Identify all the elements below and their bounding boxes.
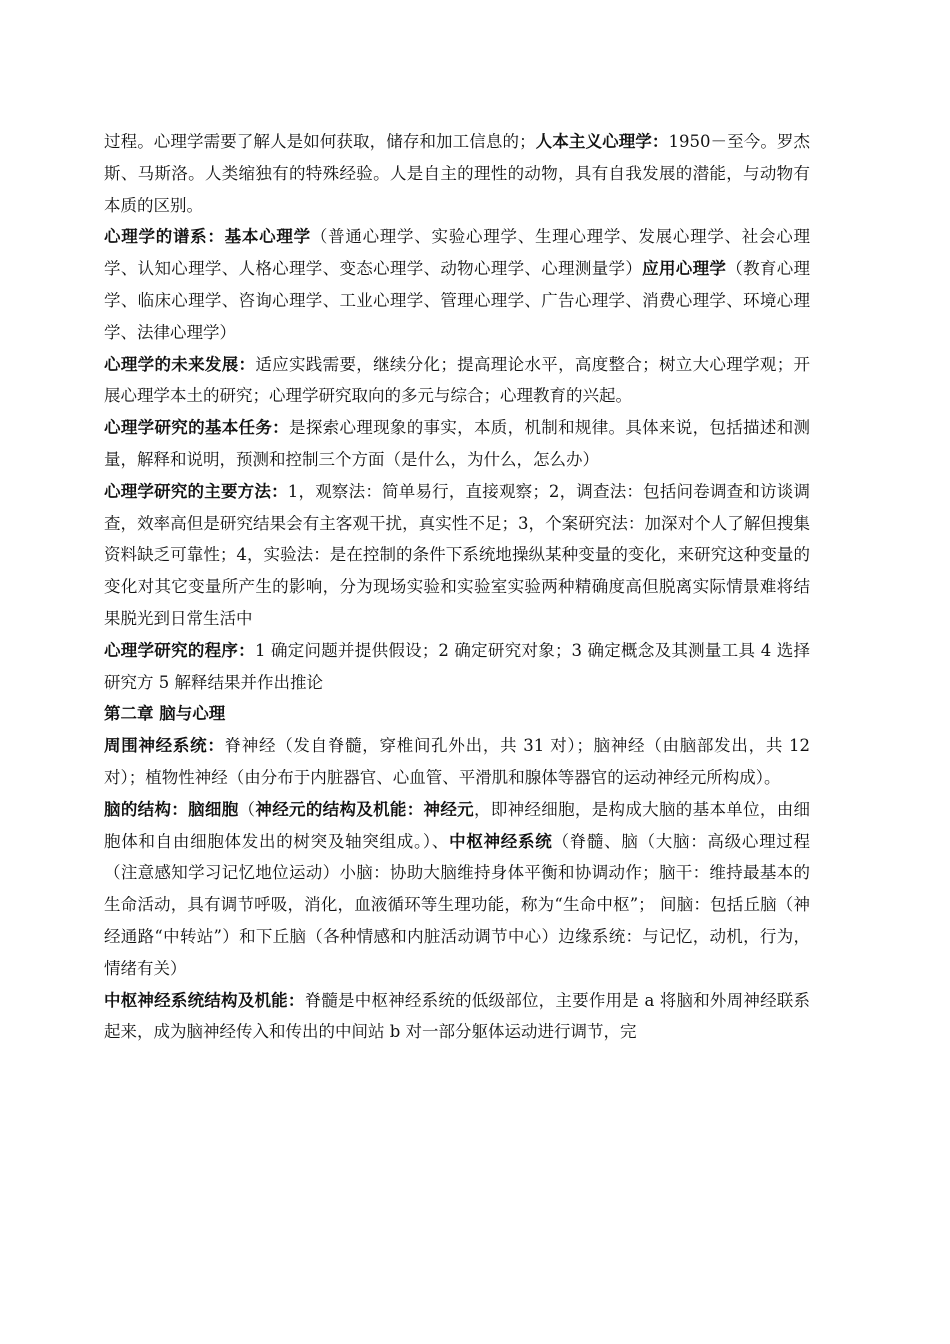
term-humanistic-psychology: 人本主义心理学： <box>535 132 669 151</box>
paragraph-brain-structure: 脑的结构：脑细胞（神经元的结构及机能：神经元，即神经细胞，是构成大脑的基本单位，由细胞体和自由细胞体发出的树突及轴突组成。）、中枢神经系统（脊髓、脑（大脑：高级心理过程（注意感知学习记忆地位运动）小脑：协助大脑维持身体平衡和协调动作；脑干：维持最基本的生命活动，具有调节呼吸，消化，血液循环等生理功能，称为“生命中枢”； 间脑：包括丘脑（神经通路“中转站”）和下丘脑（各种情感和内脏活动调节中心）边缘系统：与记忆，动机，行为，情绪有关） <box>104 799 811 978</box>
term-basic-tasks: 心理学研究的基本任务： <box>104 418 289 438</box>
term-future-development: 心理学的未来发展： <box>104 354 256 374</box>
paragraph-research-procedure: 心理学研究的程序：1 确定问题并提供假设；2 确定研究对象；3 确定概念及其测量工具 4 选择研究方 5 解释结果并作出推论 <box>104 640 811 692</box>
term-neuron: 神经元的结构及机能：神经元 <box>255 799 474 819</box>
paragraph-basic-tasks: 心理学研究的基本任务：是探索心理现象的事实，本质，机制和规律。具体来说，包括描述和测量，解释和说明，预测和控制三个方面（是什么，为什么，怎么办） <box>104 418 811 469</box>
term-cns-structure-function: 中枢神经系统结构及机能： <box>104 990 305 1010</box>
term-research-methods: 心理学研究的主要方法： <box>104 481 288 501</box>
chapter-heading: 第二章 脑与心理 <box>104 704 226 724</box>
paragraph-future-development: 心理学的未来发展：适应实践需要，继续分化；提高理论水平，高度整合；树立大心理学观；开展心理学本土的研究；心理学研究取向的多元与综合；心理教育的兴起。 <box>104 354 811 406</box>
paragraph-peripheral-nervous-system: 周围神经系统：脊神经（发自脊髓，穿椎间孔外出，共 31 对）；脑神经（由脑部发出，共 12 对）；植物性神经（由分布于内脏器官、心血管、平滑肌和腺体等器官的运动神经元所构成）。 <box>104 736 810 787</box>
term-research-procedure: 心理学研究的程序： <box>104 640 255 660</box>
term-psychology-lineage: 心理学的谱系：基本心理学 <box>104 227 311 247</box>
term-brain-structure: 脑的结构：脑细胞 <box>104 799 239 819</box>
document-page <box>104 126 810 1048</box>
term-applied-psychology: 应用心理学 <box>642 259 727 279</box>
paragraph-humanistic-psychology: 过程。心理学需要了解人是如何获取，储存和加工信息的；人本主义心理学：1950－至今。罗杰斯、马斯洛。人类缩独有的特殊经验。人是自主的理性的动物，具有自我发展的潜能，与动物有本质的区别。 <box>104 132 811 215</box>
paragraph-cns-structure-function: 中枢神经系统结构及机能：脊髓是中枢神经系统的低级部位，主要作用是 a 将脑和外周神经联系起来，成为脑神经传入和传出的中间站 b 对一部分躯体运动进行调节，完 <box>104 990 811 1042</box>
paragraph-research-methods: 心理学研究的主要方法：1，观察法：简单易行，直接观察；2，调查法：包括问卷调查和访谈调查，效率高但是研究结果会有主客观干扰，真实性不足；3，个案研究法：加深对个人了解但搜集资料缺乏可靠性；4，实验法：是在控制的条件下系统地操纵某种变量的变化，来研究这种变量的变化对其它变量所产生的影响，分为现场实验和实验室实验两种精确度高但脱离实际情景难将结果脱光到日常生活中 <box>104 481 810 628</box>
term-peripheral-nervous-system: 周围神经系统： <box>104 736 225 756</box>
paragraph-psychology-lineage: 心理学的谱系：基本心理学（普通心理学、实验心理学、生理心理学、发展心理学、社会心理学、认知心理学、人格心理学、变态心理学、动物心理学、心理测量学）应用心理学（教育心理学、临床心理学、咨询心理学、工业心理学、管理心理学、广告心理学、消费心理学、环境心理学、法律心理学） <box>104 227 811 342</box>
term-central-nervous-system: 中枢神经系统 <box>449 831 553 851</box>
